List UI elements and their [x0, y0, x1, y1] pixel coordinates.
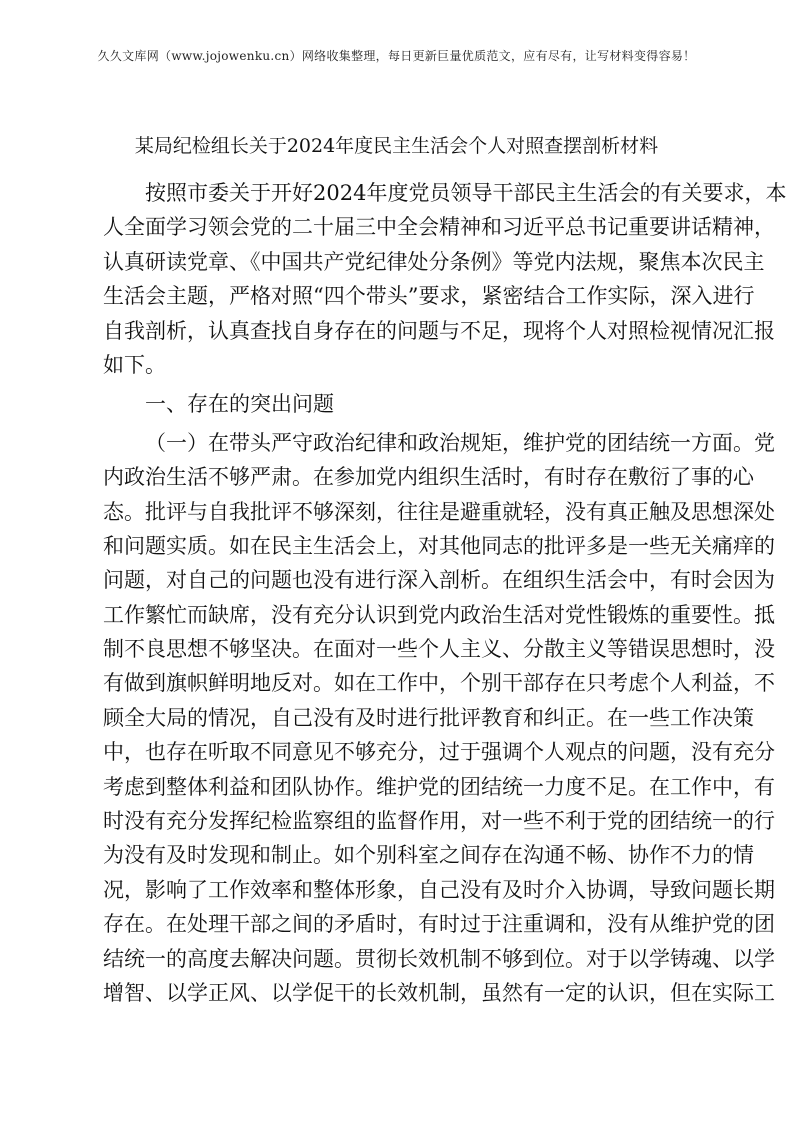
paragraph-line: 内政治生活不够严肃。在参加党内组织生活时，有时存在敷衍了事的心	[103, 465, 754, 490]
paragraph-line: 态。批评与自我批评不够深刻，往往是避重就轻，没有真正触及思想深处	[103, 499, 775, 524]
paragraph-line: 况，影响了工作效率和整体形象，自己没有及时介入协调，导致问题长期	[103, 877, 775, 902]
paragraph-line: 考虑到整体利益和团队协作。维护党的团结统一力度不足。在工作中，有	[103, 774, 775, 799]
paragraph-line: 和问题实质。如在民主生活会上，对其他同志的批评多是一些无关痛痒的	[103, 533, 775, 558]
paragraph-line: （一）在带头严守政治纪律和政治规矩，维护党的团结统一方面。党	[145, 430, 775, 455]
paragraph-line: 存在。在处理干部之间的矛盾时，有时过于注重调和，没有从维护党的团	[103, 912, 775, 937]
paragraph-line: 中，也存在听取不同意见不够充分，过于强调个人观点的问题，没有充分	[103, 740, 775, 765]
paragraph-line: 如下。	[103, 352, 166, 377]
paragraph-line: 时没有充分发挥纪检监察组的监督作用，对一些不利于党的团结统一的行	[103, 809, 775, 834]
paragraph-line: 有做到旗帜鲜明地反对。如在工作中，个别干部存在只考虑个人利益，不	[103, 671, 775, 696]
paragraph-line: 顾全大局的情况，自己没有及时进行批评教育和纠正。在一些工作决策	[103, 705, 754, 730]
paragraph-line: 按照市委关于开好2024年度党员领导干部民主生活会的有关要求，本	[145, 181, 787, 205]
paragraph-line: 制不良思想不够坚决。在面对一些个人主义、分散主义等错误思想时，没	[103, 637, 775, 662]
paragraph-line: 为没有及时发现和制止。如个别科室之间存在沟通不畅、协作不力的情	[103, 843, 754, 868]
document-body	[103, 176, 787, 1010]
section-heading: 一、存在的突出问题	[145, 391, 334, 416]
paragraph-line: 生活会主题，严格对照“四个带头”要求，紧密结合工作实际，深入进行	[103, 284, 755, 309]
document-title: 某局纪检组长关于2024年度民主生活会个人对照查摆剖析材料	[134, 135, 659, 157]
paragraph-line: 工作繁忙而缺席，没有充分认识到党内政治生活对党性锻炼的重要性。抵	[103, 602, 775, 627]
paragraph-line: 自我剖析，认真查找自身存在的问题与不足，现将个人对照检视情况汇报	[103, 318, 775, 343]
paragraph-line: 问题，对自己的问题也没有进行深入剖析。在组织生活会中，有时会因为	[103, 568, 775, 593]
paragraph-line: 结统一的高度去解决问题。贯彻长效机制不够到位。对于以学铸魂、以学	[103, 946, 775, 971]
paragraph-line: 认真研读党章、《中国共产党纪律处分条例》等党内法规，聚焦本次民主	[103, 249, 765, 274]
header-note: 久久文库网（www.jojowenku.cn）网络收集整理，每日更新巨量优质范文，应有尽有，让写材料变得容易！	[97, 49, 696, 63]
paragraph-line: 增智、以学正风、以学促干的长效机制，虽然有一定的认识，但在实际工	[103, 980, 775, 1005]
paragraph-line: 人全面学习领会党的二十届三中全会精神和习近平总书记重要讲话精神，	[103, 215, 775, 240]
